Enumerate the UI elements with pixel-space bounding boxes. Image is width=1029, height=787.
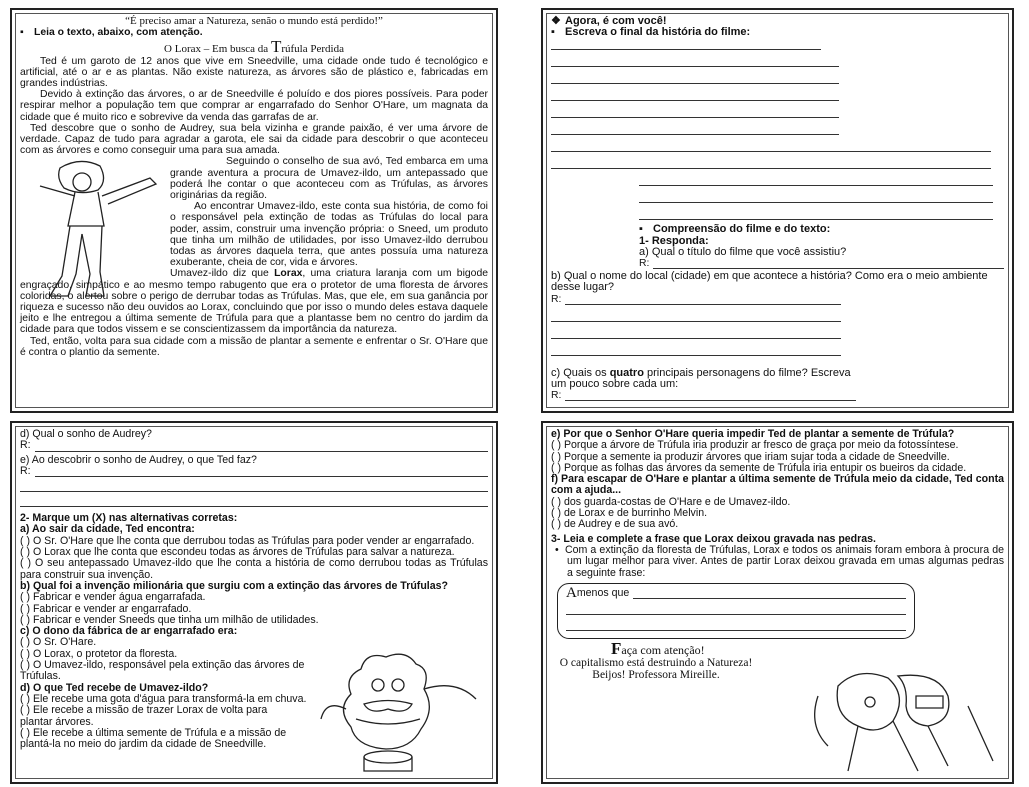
option[interactable]: ( ) de Lorax e de burrinho Melvin.	[551, 507, 708, 520]
comprehension-heading	[639, 224, 1004, 235]
answer-label: R:	[551, 390, 562, 402]
question-2d: d) O que Ted recebe de Umavez-ildo?	[20, 681, 209, 694]
answer-label: R:	[639, 258, 650, 270]
question-2a: a) Ao sair da cidade, Ted encontra:	[20, 523, 195, 536]
lorax-character-illustration	[316, 649, 486, 774]
para6-lorax: Lorax	[274, 268, 303, 280]
write-line[interactable]	[551, 312, 841, 322]
panel-reading-text	[10, 8, 498, 413]
title-rest: rúfula Perdida	[281, 43, 344, 56]
question-c	[551, 368, 851, 390]
answer-b	[551, 294, 841, 305]
option[interactable]: ( ) O Sr. O'Hare.	[20, 636, 97, 649]
panel-content	[20, 429, 488, 778]
phrase-box	[557, 583, 915, 639]
question-2f: f) Para escapar de O'Hare e plantar a última semente de Trúfula meio da cidade, Ted conta com a ajuda...	[551, 473, 1004, 497]
option[interactable]: ( ) O Lorax que lhe conta que escondeu todas as árvores de Trúfulas para salvar a natureza.	[20, 546, 455, 559]
question-2e: e) Por que o Senhor O'Hare queria impedir Ted de plantar a semente de Trúfula?	[551, 428, 955, 440]
answer-d	[20, 440, 488, 451]
option[interactable]: ( ) O Lorax, o protetor da floresta.	[20, 647, 178, 660]
phrase-start	[566, 584, 906, 601]
phrase-big-letter: A	[566, 584, 577, 601]
question-e: e) Ao descobrir o sonho de Audrey, o que Ted faz?	[20, 453, 257, 466]
qc-start: c) Quais os	[551, 366, 610, 379]
para6-start: Umavez-ildo diz que	[170, 268, 275, 280]
write-line[interactable]	[551, 57, 839, 67]
write-line[interactable]	[551, 40, 821, 50]
answer-line[interactable]	[35, 467, 488, 477]
panel-content	[551, 429, 1004, 778]
bullet-icon: ▪	[20, 27, 24, 39]
phrase-start-text: menos que	[576, 586, 630, 599]
phrase-line[interactable]	[566, 605, 906, 615]
quote: “É preciso amar a Natureza, senão o mundo está perdido!”	[125, 15, 383, 27]
ted-character-illustration	[20, 156, 160, 306]
answer-c	[551, 390, 856, 401]
option[interactable]: ( ) Porque a árvore de Trúfula iria produzir ar fresco de graça por meio da fotossíntese.	[551, 439, 959, 452]
question-3: 3- Leia e complete a frase que Lorax deixou gravada nas pedras.	[551, 532, 877, 545]
option[interactable]: ( ) Ele recebe uma gota d'água para transformá-la em chuva.	[20, 692, 307, 705]
question-d: d) Qual o sonho de Audrey?	[20, 428, 152, 440]
question-3-text	[551, 545, 1004, 579]
reading-instruction	[20, 27, 488, 38]
question-2c: c) O dono da fábrica de ar engarrafado era:	[20, 625, 238, 638]
write-line[interactable]	[639, 193, 993, 203]
audrey-character-illustration	[798, 666, 998, 776]
write-line[interactable]	[551, 159, 991, 169]
option[interactable]: ( ) Ele recebe a última semente de Trúfula e a missão de plantá-la no meio do jardim da cidade de Sneedville.	[20, 726, 287, 751]
option[interactable]: ( ) O Sr. O'Hare que lhe conta que derrubou todas as Trúfulas para poder vender ar engarrafado.	[20, 534, 475, 547]
question-2b: b) Qual foi a invenção milionária que surgiu com a extinção das árvores de Trúfulas?	[20, 579, 448, 592]
question-b: b) Qual o nome do local (cidade) em que acontece a história? Como era o meio ambiente desse lugar?	[551, 270, 988, 294]
answer-label: R:	[20, 439, 31, 452]
answer-line[interactable]	[565, 295, 841, 305]
closing-signature: Beijos! Professora Mireille.	[592, 669, 720, 682]
answer-label: R:	[551, 293, 562, 305]
option[interactable]: ( ) Fabricar e vender Sneeds que tinha um milhão de utilidades.	[20, 613, 319, 626]
panel-content	[20, 16, 488, 407]
write-line[interactable]	[20, 497, 488, 507]
option[interactable]: ( ) Porque a semente ia produzir árvores que iriam sujar toda a cidade de Sneedville.	[551, 450, 950, 463]
option[interactable]: ( ) de Audrey e de sua avó.	[551, 518, 679, 531]
paragraph-3: Ted descobre que o sonho de Audrey, sua bela vizinha e grande paixão, é ver uma árvore de verdade. Capaz de tudo para agradar a garota, ele sai da cidade para descobrir o que aconteceu com as árvores e como conseguir uma para sua amada.	[20, 122, 488, 157]
title-prefix: O Lorax – Em busca da	[164, 43, 271, 56]
heading-text: Escreva o final da história do filme:	[565, 26, 751, 39]
write-line[interactable]	[20, 482, 488, 492]
write-line[interactable]	[551, 408, 991, 413]
panel-content	[551, 16, 1004, 407]
question-a: a) Qual o título do filme que você assistiu?	[639, 245, 847, 258]
panel-questions-part2	[541, 421, 1014, 784]
option[interactable]: ( ) O seu antepassado Umavez-ildo que lhe conta a história de como derrubou todas as Trúfulas para construir sua invenção.	[20, 557, 488, 581]
answer-e	[20, 466, 488, 477]
write-ending-heading	[551, 27, 1004, 38]
answer-a	[639, 258, 1004, 269]
story-title	[20, 37, 488, 57]
option[interactable]: ( ) Porque as folhas das árvores da semente de Trúfula iria entupir os bueiros da cidade.	[551, 461, 967, 474]
paragraph-1: Ted é um garoto de 12 anos que vive em Sneedville, uma cidade onde tudo é tecnológico e artificial, até o ar e as plantas. Não existe natureza, as árvores são de plástico e, fabricadas em grandes indústrias.	[20, 55, 488, 90]
instruction-text: Leia o texto, abaixo, com atenção.	[34, 27, 203, 39]
para6-end: , uma criatura laranja com um bigode engraçado, simpático e ao mesmo tempo rabugento que era o protetor de uma floresta de árvores coloridas, o alertou sobre o perigo de derrubar todas as Trúfulas. Mas, que ele, em sua ganância por riqueza e sucesso não deu ouvidos ao Lorax, concluindo que por isso o mundo deles estava daquele jeito e lhe entregou a última semente de Trúfula para que a plantasse bem no centro do jardim da cidade para que todos vissem e se conscientizassem da importância da natureza.	[20, 268, 488, 336]
bullet-icon: ▪	[639, 223, 643, 236]
closing-message: O capitalismo está destruindo a Natureza!	[559, 657, 753, 670]
qc-end: principais personagens do filme? Escreva um pouco sobre cada um:	[551, 366, 851, 391]
ending-lines	[551, 40, 1004, 220]
phrase-line[interactable]	[566, 621, 906, 631]
answer-line[interactable]	[653, 259, 1004, 269]
paragraph-2: Devido à extinção das árvores, o ar de Sneedville é poluído e dos piores possíveis. Para poder respirar melhor a população tem que comprar ar engarrafado do Senhor O'Hare, um magnata da cidade que é muito rico e sobrevive da venda das garrafas de ar.	[20, 89, 488, 123]
title-big-letter: T	[270, 37, 282, 57]
closing-title	[611, 638, 1004, 658]
write-line[interactable]	[551, 108, 839, 118]
paragraph-7: Ted, então, volta para sua cidade com a missão de plantar a semente e enfrentar o Sr. O'Hare que é contra o plantio da semente.	[20, 335, 488, 358]
closing-title-text: aça com atenção!	[621, 642, 705, 657]
question-2-heading: 2- Marque um (X) nas alternativas corretas:	[20, 512, 238, 525]
heading-text: Compreensão do filme e do texto:	[653, 223, 831, 236]
q3-paragraph: Com a extinção da floresta de Trúfulas, Lorax e todos os animais foram embora à procura de um lugar melhor para viver. Antes de partir Lorax deixou gravada em umas algumas pedras a seguinte frase:	[564, 543, 1004, 579]
write-line[interactable]	[551, 91, 839, 101]
qc-bold: quatro	[609, 366, 644, 379]
phrase-line[interactable]	[633, 589, 906, 599]
write-line[interactable]	[551, 142, 991, 152]
answer-label: R:	[20, 464, 31, 477]
heading-text: Agora, é com você!	[565, 15, 667, 27]
question-1-heading: 1- Responda:	[639, 234, 709, 247]
paragraph-4: Seguindo o conselho de sua avó, Ted embarca em uma grande aventura a procura de Umavez-ildo, um antepassado que poderá lhe contar o que aconteceu com as Trúfulas, as árvores originárias da região.	[170, 156, 488, 202]
panel-questions-part1	[10, 421, 498, 784]
write-line[interactable]	[551, 346, 841, 356]
diamond-bullet-icon: ❖	[551, 15, 561, 27]
write-line[interactable]	[551, 74, 839, 84]
option[interactable]: ( ) Fabricar e vender ar engarrafado.	[20, 602, 192, 615]
write-line[interactable]	[551, 329, 841, 339]
panel-writing-activity	[541, 8, 1014, 413]
option[interactable]: ( ) Ele recebe a missão de trazer Lorax de volta para plantar árvores.	[20, 704, 268, 728]
write-line[interactable]	[551, 125, 839, 135]
paragraph-5: Ao encontrar Umavez-ildo, este conta sua história, de como foi o responsável pela extinção de todas as Trúfulas do local para poder, assim, construir uma invenção própria: o Sneed, um produto que tinha um milhão de utilidades, por isso Umavez-ildo derrubou todas as árvores daquela terra, que antes possuía uma natureza exuberante, cheia de cor, vida e árvores.	[170, 201, 488, 269]
option[interactable]: ( ) dos guarda-costas de O'Hare e de Umavez-ildo.	[551, 495, 791, 508]
option[interactable]: ( ) O Umavez-ildo, responsável pela extinção das árvores de Trúfulas.	[20, 659, 305, 683]
answer-line[interactable]	[35, 442, 488, 452]
answer-line[interactable]	[565, 391, 856, 401]
bullet-icon: •	[555, 543, 565, 556]
write-line[interactable]	[639, 176, 993, 186]
option[interactable]: ( ) Fabricar e vender água engarrafada.	[20, 591, 206, 604]
write-line[interactable]	[639, 210, 993, 220]
closing-big-letter: F	[611, 638, 622, 658]
bullet-icon: ▪	[551, 26, 555, 39]
